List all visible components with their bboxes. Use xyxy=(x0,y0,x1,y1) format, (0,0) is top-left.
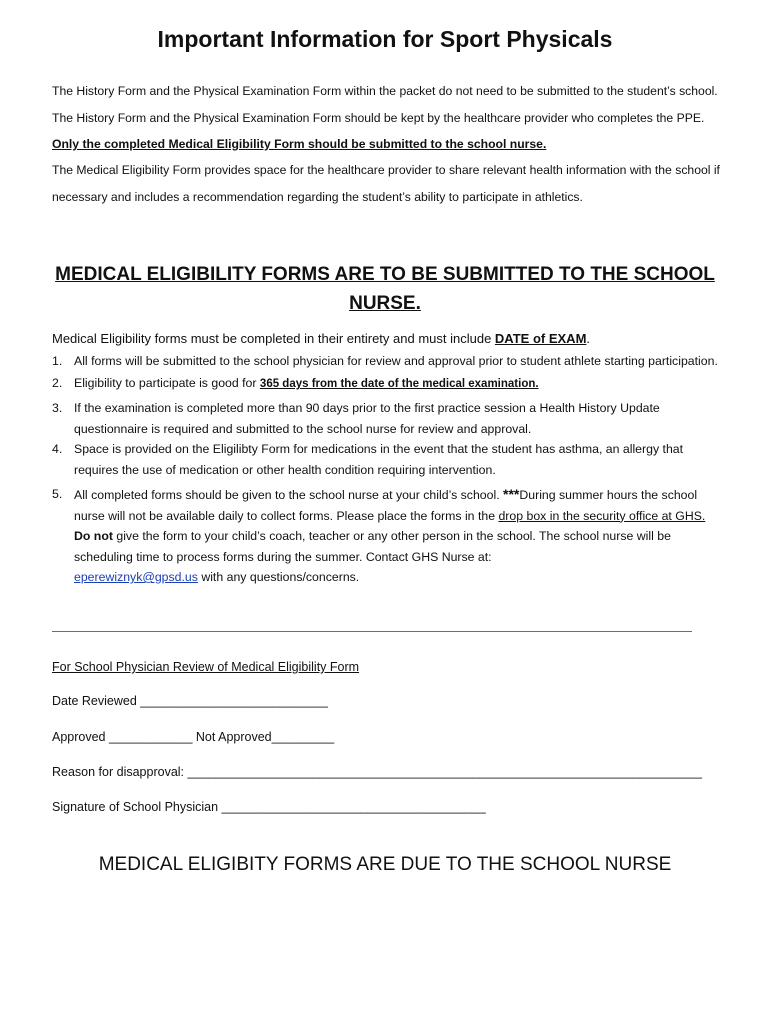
list-number: 4. xyxy=(52,442,63,456)
date-of-exam: DATE of EXAM xyxy=(494,331,587,346)
date-reviewed-field: Date Reviewed ___________________________ xyxy=(52,694,328,708)
list-item xyxy=(52,484,722,588)
list-text: Space is provided on the Eligilibty Form for medications in the event that the student has asthma, an allergy that requires the use of medication or other health condition requiring intervention. xyxy=(74,442,684,477)
list-number: 2. xyxy=(52,376,63,390)
list-stars: *** xyxy=(503,486,520,502)
list-number: 1. xyxy=(52,354,63,368)
do-not-emphasis: Do not xyxy=(74,529,113,543)
review-form-heading: For School Physician Review of Medical Eligibility Form xyxy=(52,660,360,674)
list-item xyxy=(52,398,722,439)
drop-box-location: drop box in the security office at GHS. xyxy=(498,508,706,523)
intro-emphasis: Only the completed Medical Eligibility Form should be submitted to the school nurse. xyxy=(52,137,547,151)
second-paragraph: The Medical Eligibility Form provides space for the healthcare provider to share relevant health information with the school if necessary and includes a recommendation regarding the student’s ability to participate in athletics. xyxy=(52,163,720,204)
list-text: Eligibility to participate is good for xyxy=(74,376,260,390)
intro-paragraph xyxy=(52,78,732,158)
requirements-text: Medical Eligibility forms must be completed in their entirety and must include xyxy=(52,331,495,346)
list-text-part4: with any questions/concerns. xyxy=(197,570,360,584)
list-text: All forms will be submitted to the school physician for review and approval prior to student athlete starting participation. xyxy=(74,354,718,368)
list-text-part3: give the form to your child’s coach, teacher or any other person in the school. The school nurse will be scheduling time to process forms during the summer. Contact GHS Nurse at: xyxy=(74,529,671,564)
list-text: If the examination is completed more than 90 days prior to the first practice session a Health History Update questionnaire is required and submitted to the school nurse for review and approval. xyxy=(74,401,660,436)
list-number: 3. xyxy=(52,401,63,415)
nurse-email-link[interactable]: eperewiznyk@gpsd.us xyxy=(74,570,198,584)
list-item xyxy=(52,350,722,372)
requirements-end: . xyxy=(586,331,591,346)
intro-text: The History Form and the Physical Examination Form within the packet do not need to be submitted to the student’s school. The History Form and the Physical Examination Form should be kept by the healthcare provider who completes the PPE. xyxy=(52,84,718,125)
approval-field: Approved ____________ Not Approved_________ xyxy=(52,730,335,744)
list-text-part2: During summer hours the school nurse will not be available daily to collect forms. Please place the forms in the xyxy=(74,488,698,523)
requirements-intro xyxy=(52,331,742,346)
section-divider xyxy=(52,631,692,632)
list-emphasis: 365 days from the date of the medical examination. xyxy=(259,378,539,390)
list-item xyxy=(52,439,722,480)
footer-notice: MEDICAL ELIGIBITY FORMS ARE DUE TO THE SCHOOL NURSE xyxy=(98,854,672,875)
list-text-part1: All completed forms should be given to the school nurse at your child’s school. xyxy=(74,488,504,502)
requirements-list xyxy=(52,350,722,588)
list-item xyxy=(52,372,722,396)
main-heading: MEDICAL ELIGIBILITY FORMS ARE TO BE SUBMITTED TO THE SCHOOL NURSE. xyxy=(55,264,715,314)
page-title: Important Information for Sport Physicals xyxy=(157,26,613,52)
disapproval-reason-field: Reason for disapproval: __________________________________________________________________________ xyxy=(52,765,702,779)
physician-signature-field: Signature of School Physician ______________________________________ xyxy=(52,800,486,814)
list-number: 5. xyxy=(52,487,63,501)
